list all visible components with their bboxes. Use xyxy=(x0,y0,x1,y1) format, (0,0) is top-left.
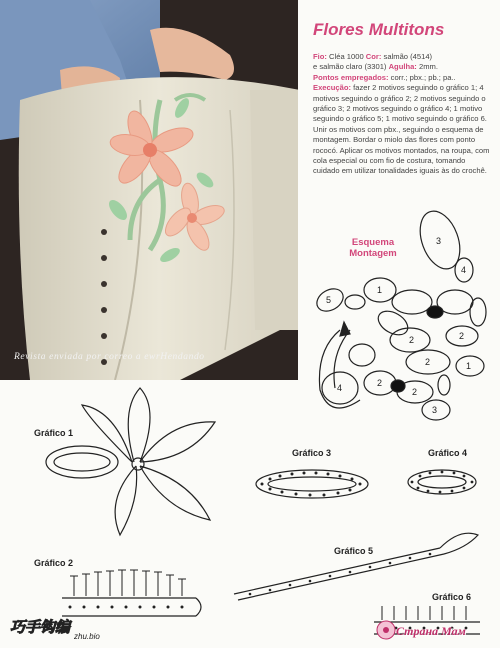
assembly-paragraph: Unir os motivos com pbx., seguindo o esquema de montagem. Bordar o miolo das flores com ponto rococó. Aplicar os motivos montados, na roupa, com cola especial ou com fio de costura, tomando cuidado em utilizar tonalidades iguais às do crochê. xyxy=(313,124,490,176)
photo-caption: Revista enviada por correo a ewrHendando xyxy=(14,352,205,362)
grafico-3-label: Gráfico 3 xyxy=(292,448,332,458)
grafico-3-diagram xyxy=(256,470,368,498)
execucao-label: Execução: xyxy=(313,83,351,93)
schema-number: 2 xyxy=(409,335,415,345)
grafico-5-label: Gráfico 5 xyxy=(334,546,374,556)
pontos-value: corr.; pbx.; pb.; pa.. xyxy=(390,72,456,82)
grafico-1-label: Gráfico 1 xyxy=(34,428,74,438)
schema-label-line-2: Montagem xyxy=(349,248,397,259)
schema-number: 2 xyxy=(412,387,418,397)
grafico-4-diagram xyxy=(408,470,476,494)
grafico-2-ticks xyxy=(70,570,186,596)
right-watermark-text: Страна Мам xyxy=(396,624,466,638)
fio-label: Fio: xyxy=(313,52,327,61)
pontos-label: Pontos empregados: xyxy=(313,72,389,82)
schema-number: 1 xyxy=(377,285,383,295)
grafico-3-stitches xyxy=(261,472,362,497)
grafico-4-label: Gráfico 4 xyxy=(428,448,468,458)
schema-number: 2 xyxy=(425,357,431,367)
fio-value: Cléa 1000 xyxy=(329,52,364,61)
schema-number: 2 xyxy=(459,331,465,341)
cor-value: salmão (4514) xyxy=(383,52,433,61)
schema-label-line-1: Esquema xyxy=(351,237,395,248)
svg-text:巧手钩编: 巧手钩编 xyxy=(10,618,71,636)
grafico-5-stitches xyxy=(249,553,432,596)
grafico-6-label: Gráfico 6 xyxy=(432,592,472,602)
schema-number: 4 xyxy=(337,383,343,393)
execucao-value: fazer 2 motivos seguindo o gráfico 1; 4 motivos seguindo o gráfico 2; 2 motivos seguindo o gráfico 3; 2 motivos seguindo o gráfico 4; 1 motivo seguindo o gráfico 5; 1 motivo seguindo o gráfico 6. xyxy=(313,83,487,124)
cor-value-2: e salmão claro (3301) xyxy=(313,62,387,72)
schema-number: 2 xyxy=(377,378,383,388)
left-watermark-logo xyxy=(6,612,136,642)
schema-number: 1 xyxy=(466,361,472,371)
schema-number: 3 xyxy=(436,236,442,246)
schema-number: 5 xyxy=(326,295,332,305)
grafico-1-diagram xyxy=(46,388,215,535)
article-title: Flores Multitons xyxy=(313,20,445,39)
schema-number: 4 xyxy=(461,265,467,275)
cor-label: Cor: xyxy=(365,52,382,61)
agulha-value: 2mm. xyxy=(418,62,438,72)
agulha-label: Agulha: xyxy=(388,62,417,72)
grafico-4-stitches xyxy=(411,471,474,494)
grafico-2-stitches xyxy=(69,606,184,609)
schema-number: 3 xyxy=(432,405,438,415)
grafico-2-label: Gráfico 2 xyxy=(34,558,74,568)
svg-text:zhu.bio: zhu.bio xyxy=(74,632,100,641)
